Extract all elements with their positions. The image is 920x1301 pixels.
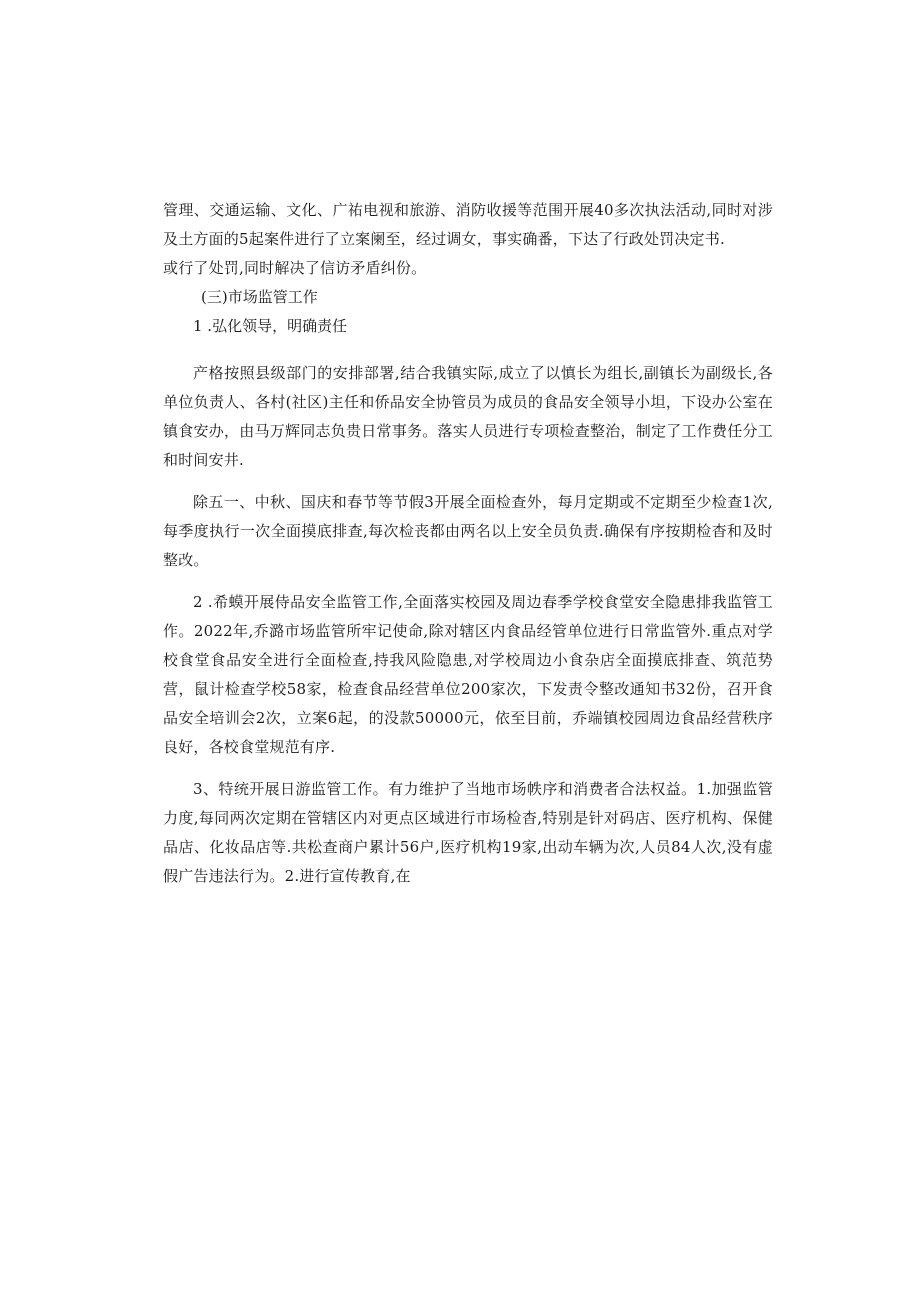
paragraph-petition: 或行了处罚,同时解决了信访矛盾纠份。 <box>163 259 427 277</box>
paragraph-special-supervision: 3、特统开展日游监管工作。有力维护了当地市场帙序和消费者合法权益。1.加强监管力度,每同两次定期在管辖区内对更点区域进行市场检杳,特别是针对码店、医疗机构、保健品店、化妆品店等.共松查商户累计56户,医疗机构19家,出动车辆为次,人员84人次,没有虚假广告违法行为。2.进行宣传教育,在 <box>163 780 773 885</box>
paragraph-enforcement: 管理、交通运输、文化、广祐电视和旅游、消防收援等范围开展40多次执法活动,同时对涉及土方面的5起案件进行了立案阑至，经过调女，事实确番，下达了行政处罚决定书. <box>163 201 773 248</box>
subheading-leadership: 1 .弘化领导，明确责任 <box>193 317 348 335</box>
section-heading-market-supervision: (三)市场监管工作 <box>201 288 318 306</box>
paragraph-inspection-schedule: 除五一、中秋、国庆和春节等节假3开展全面检查外，每月定期或不定期至少检查1次,每季度执行一次全面摸底排查,每次检丧都由两名以上安全员负责.确保有序按期检杳和及时整改。 <box>163 493 773 569</box>
paragraph-leadership-group: 产格按照县级部门的安排部署,结合我镇实际,成立了以慎长为组长,副镇长为副级长,各单位负责人、各村(社区)主任和侨品安全协管员为成员的食品安全领导小坦，下设办公室在镇食安办，由马万辉同志负贵日常事务。落实人员进行专项检查整治，制定了工作费任分工和时间安井. <box>163 364 773 469</box>
document-body <box>163 196 773 891</box>
paragraph-food-safety: 2 .希蟆开展侍品安全监管工作,全面落实校园及周边春季学校食堂安全隐患排我监管工作。2022年,乔潞市场监管所牢记使命,除对辖区内食品经管单位进行日常监管外.重点对学校食堂食品安全进行全面检查,持我风险隐患,对学校周边小食杂店全面摸底排查、筑范势营，鼠计检查学校58家，检查食品经营单位200家次，下发责令整改通知书32份，召开食品安全培训会2次，立案6起，的没款50000元，依至目前，乔端镇校园周边食品经营秩序良好，各校食堂规范有序. <box>163 593 773 756</box>
